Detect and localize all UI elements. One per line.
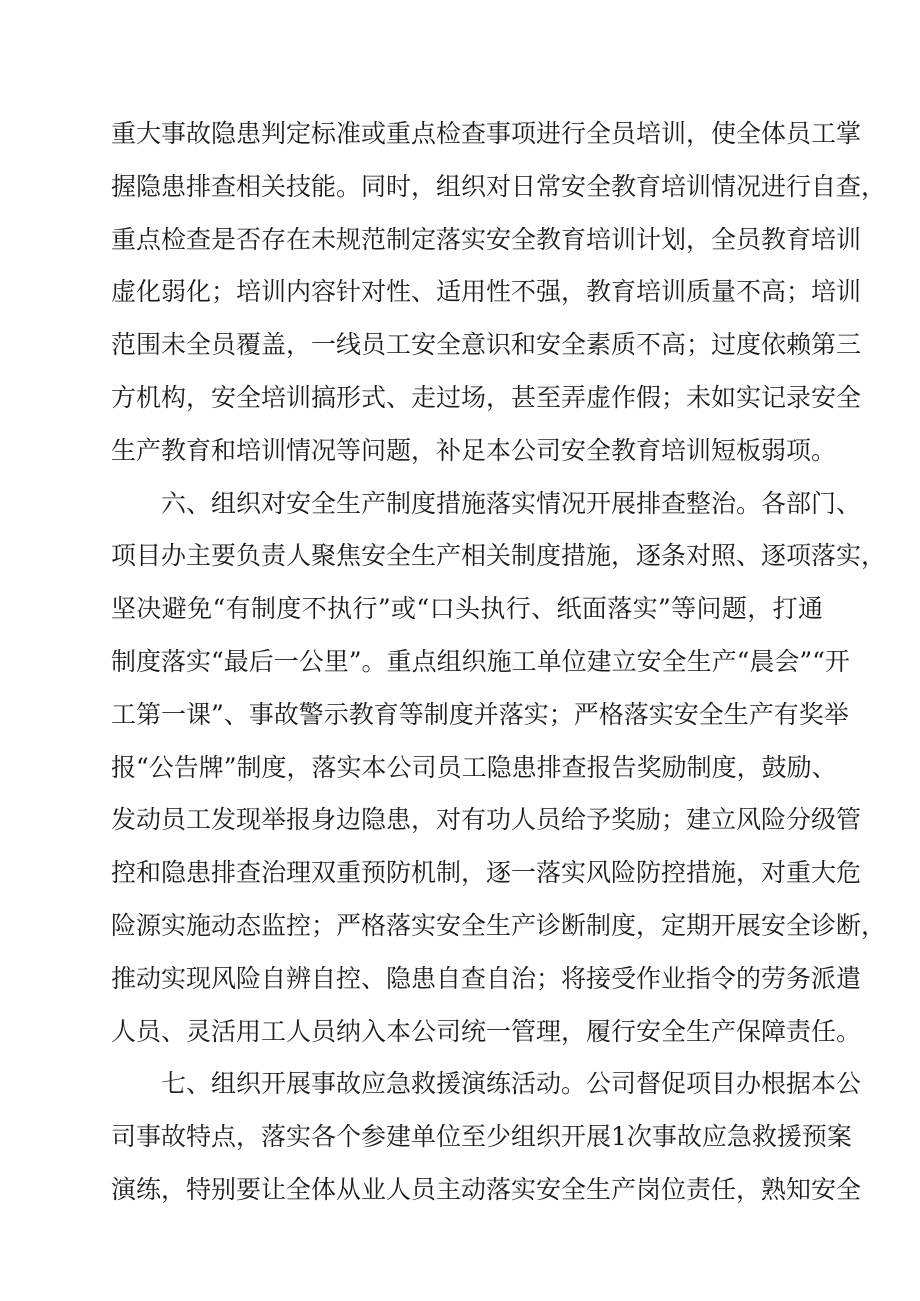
text-line: 推动实现风险自辨自控、隐患自查自治；将接受作业指令的劳务派遣: [111, 963, 862, 993]
text-line: 坚决避免“有制度不执行”或“口头执行、纸面落实”等问题，打通: [111, 594, 823, 624]
text-line: 工第一课”、事故警示教育等制度并落实；严格落实安全生产有奖举: [111, 699, 849, 729]
text-line: 险源实施动态监控；严格落实安全生产诊断制度，定期开展安全诊断，: [111, 910, 887, 940]
text-line: 人员、灵活用工人员纳入本公司统一管理，履行安全生产保障责任。: [111, 1016, 862, 1046]
text-line: 司事故特点，落实各个参建单位至少组织开展1次事故应急救援预案: [111, 1122, 852, 1152]
text-line: 控和隐患排查治理双重预防机制，逐一落实风险防控措施，对重大危: [111, 858, 862, 888]
section-heading-line: 六、组织对安全生产制度措施落实情况开展排查整治。各部门、: [161, 488, 862, 518]
text-line: 项目办主要负责人聚焦安全生产相关制度措施，逐条对照、逐项落实，: [111, 541, 887, 571]
text-line: 重大事故隐患判定标准或重点检查事项进行全员培训，使全体员工掌: [111, 119, 862, 148]
section-heading-line: 七、组织开展事故应急救援演练活动。公司督促项目办根据本公: [161, 1069, 862, 1099]
text-line: 范围未全员覆盖，一线员工安全意识和安全素质不高；过度依赖第三: [111, 330, 862, 360]
text-line: 发动员工发现举报身边隐患，对有功人员给予奖励；建立风险分级管: [111, 805, 862, 835]
text-line: 虚化弱化；培训内容针对性、适用性不强，教育培训质量不高；培训: [111, 277, 862, 307]
body-text: [111, 108, 887, 1217]
text-line: 方机构，安全培训搞形式、走过场，甚至弄虚作假；未如实记录安全: [111, 382, 862, 412]
text-line: 制度落实“最后一公里”。重点组织施工单位建立安全生产“晨会”“开: [111, 646, 850, 676]
text-line: 演练，特别要让全体从业人员主动落实安全生产岗位责任，熟知安全: [111, 1174, 862, 1204]
text-line: 握隐患排查相关技能。同时，组织对日常安全教育培训情况进行自查，: [111, 171, 887, 201]
text-line: 生产教育和培训情况等问题，补足本公司安全教育培训短板弱项。: [111, 435, 837, 465]
text-line: 重点检查是否存在未规范制定落实安全教育培训计划，全员教育培训: [111, 224, 862, 254]
text-line: 报“公告牌”制度，落实本公司员工隐患排查报告奖励制度，鼓励、: [111, 752, 837, 782]
